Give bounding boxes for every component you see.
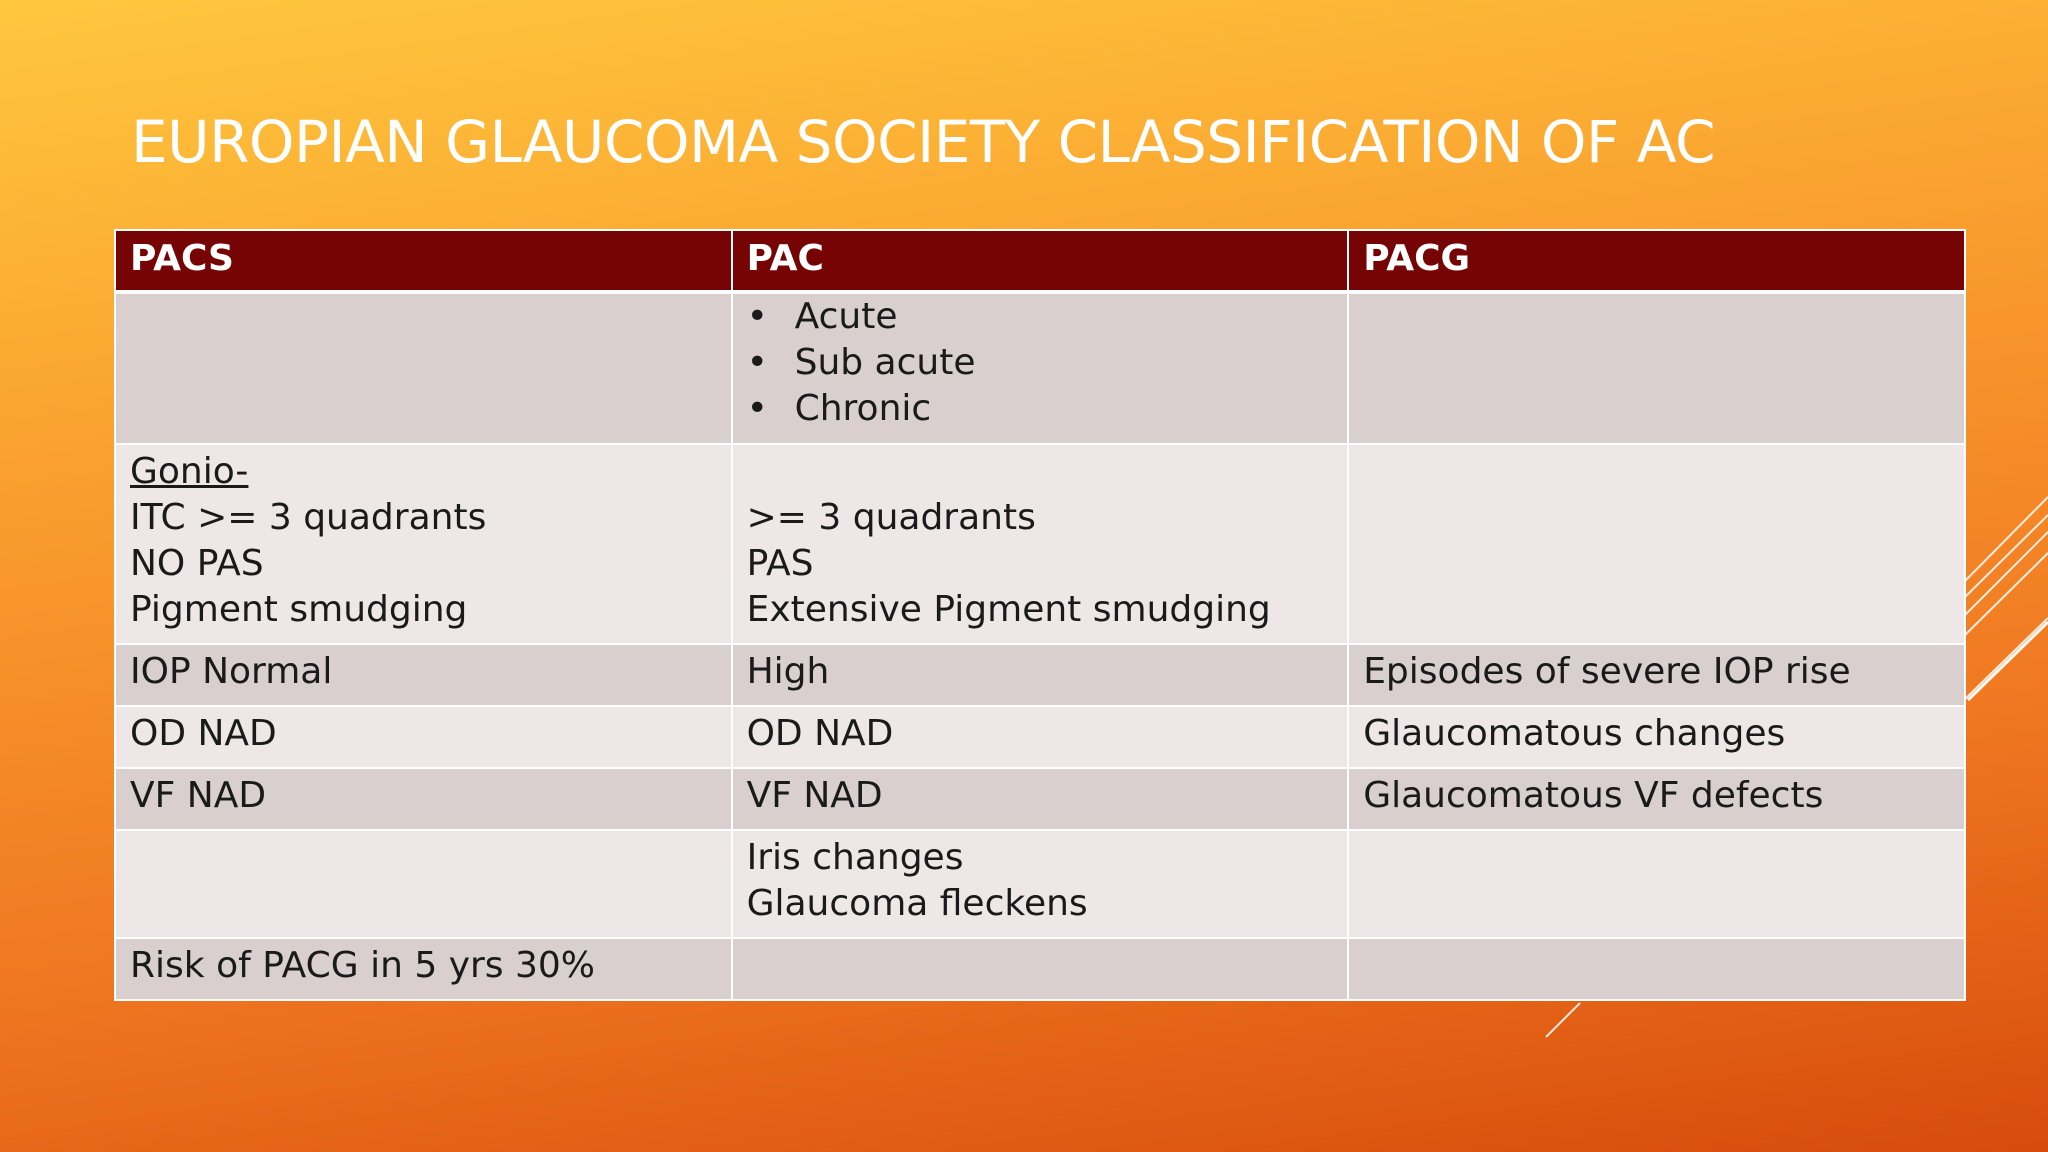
cell-pacg-empty [1348,938,1965,1000]
cell-pac-vf: VF NAD [732,768,1349,830]
cell-pacs-od: OD NAD [115,706,732,768]
table-row [115,938,1965,1000]
table-row [115,444,1965,644]
cell-pacs-iop: IOP Normal [115,644,732,706]
slide-title: EUROPIAN GLAUCOMA SOCIETY CLASSIFICATION OF AC [131,108,1715,176]
cell-line: NO PAS [130,543,264,584]
header-pacs: PACS [115,230,732,292]
cell-pacg-vf: Glaucomatous VF defects [1348,768,1965,830]
table-row [115,768,1965,830]
table-row [115,292,1965,444]
cell-pacg-empty [1348,830,1965,938]
cell-pacs-empty [115,292,732,444]
list-item: • Acute [747,294,1334,340]
table-row [115,830,1965,938]
cell-pac-empty [732,938,1349,1000]
gonio-heading: Gonio- [130,451,249,492]
spacer [747,449,1334,495]
cell-pacs-gonio [115,444,732,644]
cell-pacg-empty [1348,444,1965,644]
table-header-row [115,230,1965,292]
cell-pacs-risk: Risk of PACG in 5 yrs 30% [115,938,732,1000]
cell-pacs-empty [115,830,732,938]
cell-pac-iris [732,830,1349,938]
cell-pac-iop: High [732,644,1349,706]
cell-pac-subtypes [732,292,1349,444]
cell-pacg-empty [1348,292,1965,444]
header-pac: PAC [732,230,1349,292]
cell-pacs-vf: VF NAD [115,768,732,830]
cell-line: ITC >= 3 quadrants [130,497,487,538]
header-pacg: PACG [1348,230,1965,292]
classification-table [114,229,1966,1001]
list-item: • Chronic [747,386,1334,432]
cell-line: PAS [746,543,814,584]
cell-pac-gonio [732,444,1349,644]
cell-line: Iris changes [746,837,964,878]
table-row [115,644,1965,706]
list-item: • Sub acute [747,340,1334,386]
cell-line: Pigment smudging [130,589,468,630]
cell-line: Glaucoma fleckens [746,883,1088,924]
cell-pacg-iop: Episodes of severe IOP rise [1348,644,1965,706]
pac-subtype-list [747,294,1334,432]
cell-pac-od: OD NAD [732,706,1349,768]
table-row [115,706,1965,768]
cell-line: Extensive Pigment smudging [746,589,1271,630]
cell-pacg-od: Glaucomatous changes [1348,706,1965,768]
cell-line: >= 3 quadrants [746,497,1036,538]
